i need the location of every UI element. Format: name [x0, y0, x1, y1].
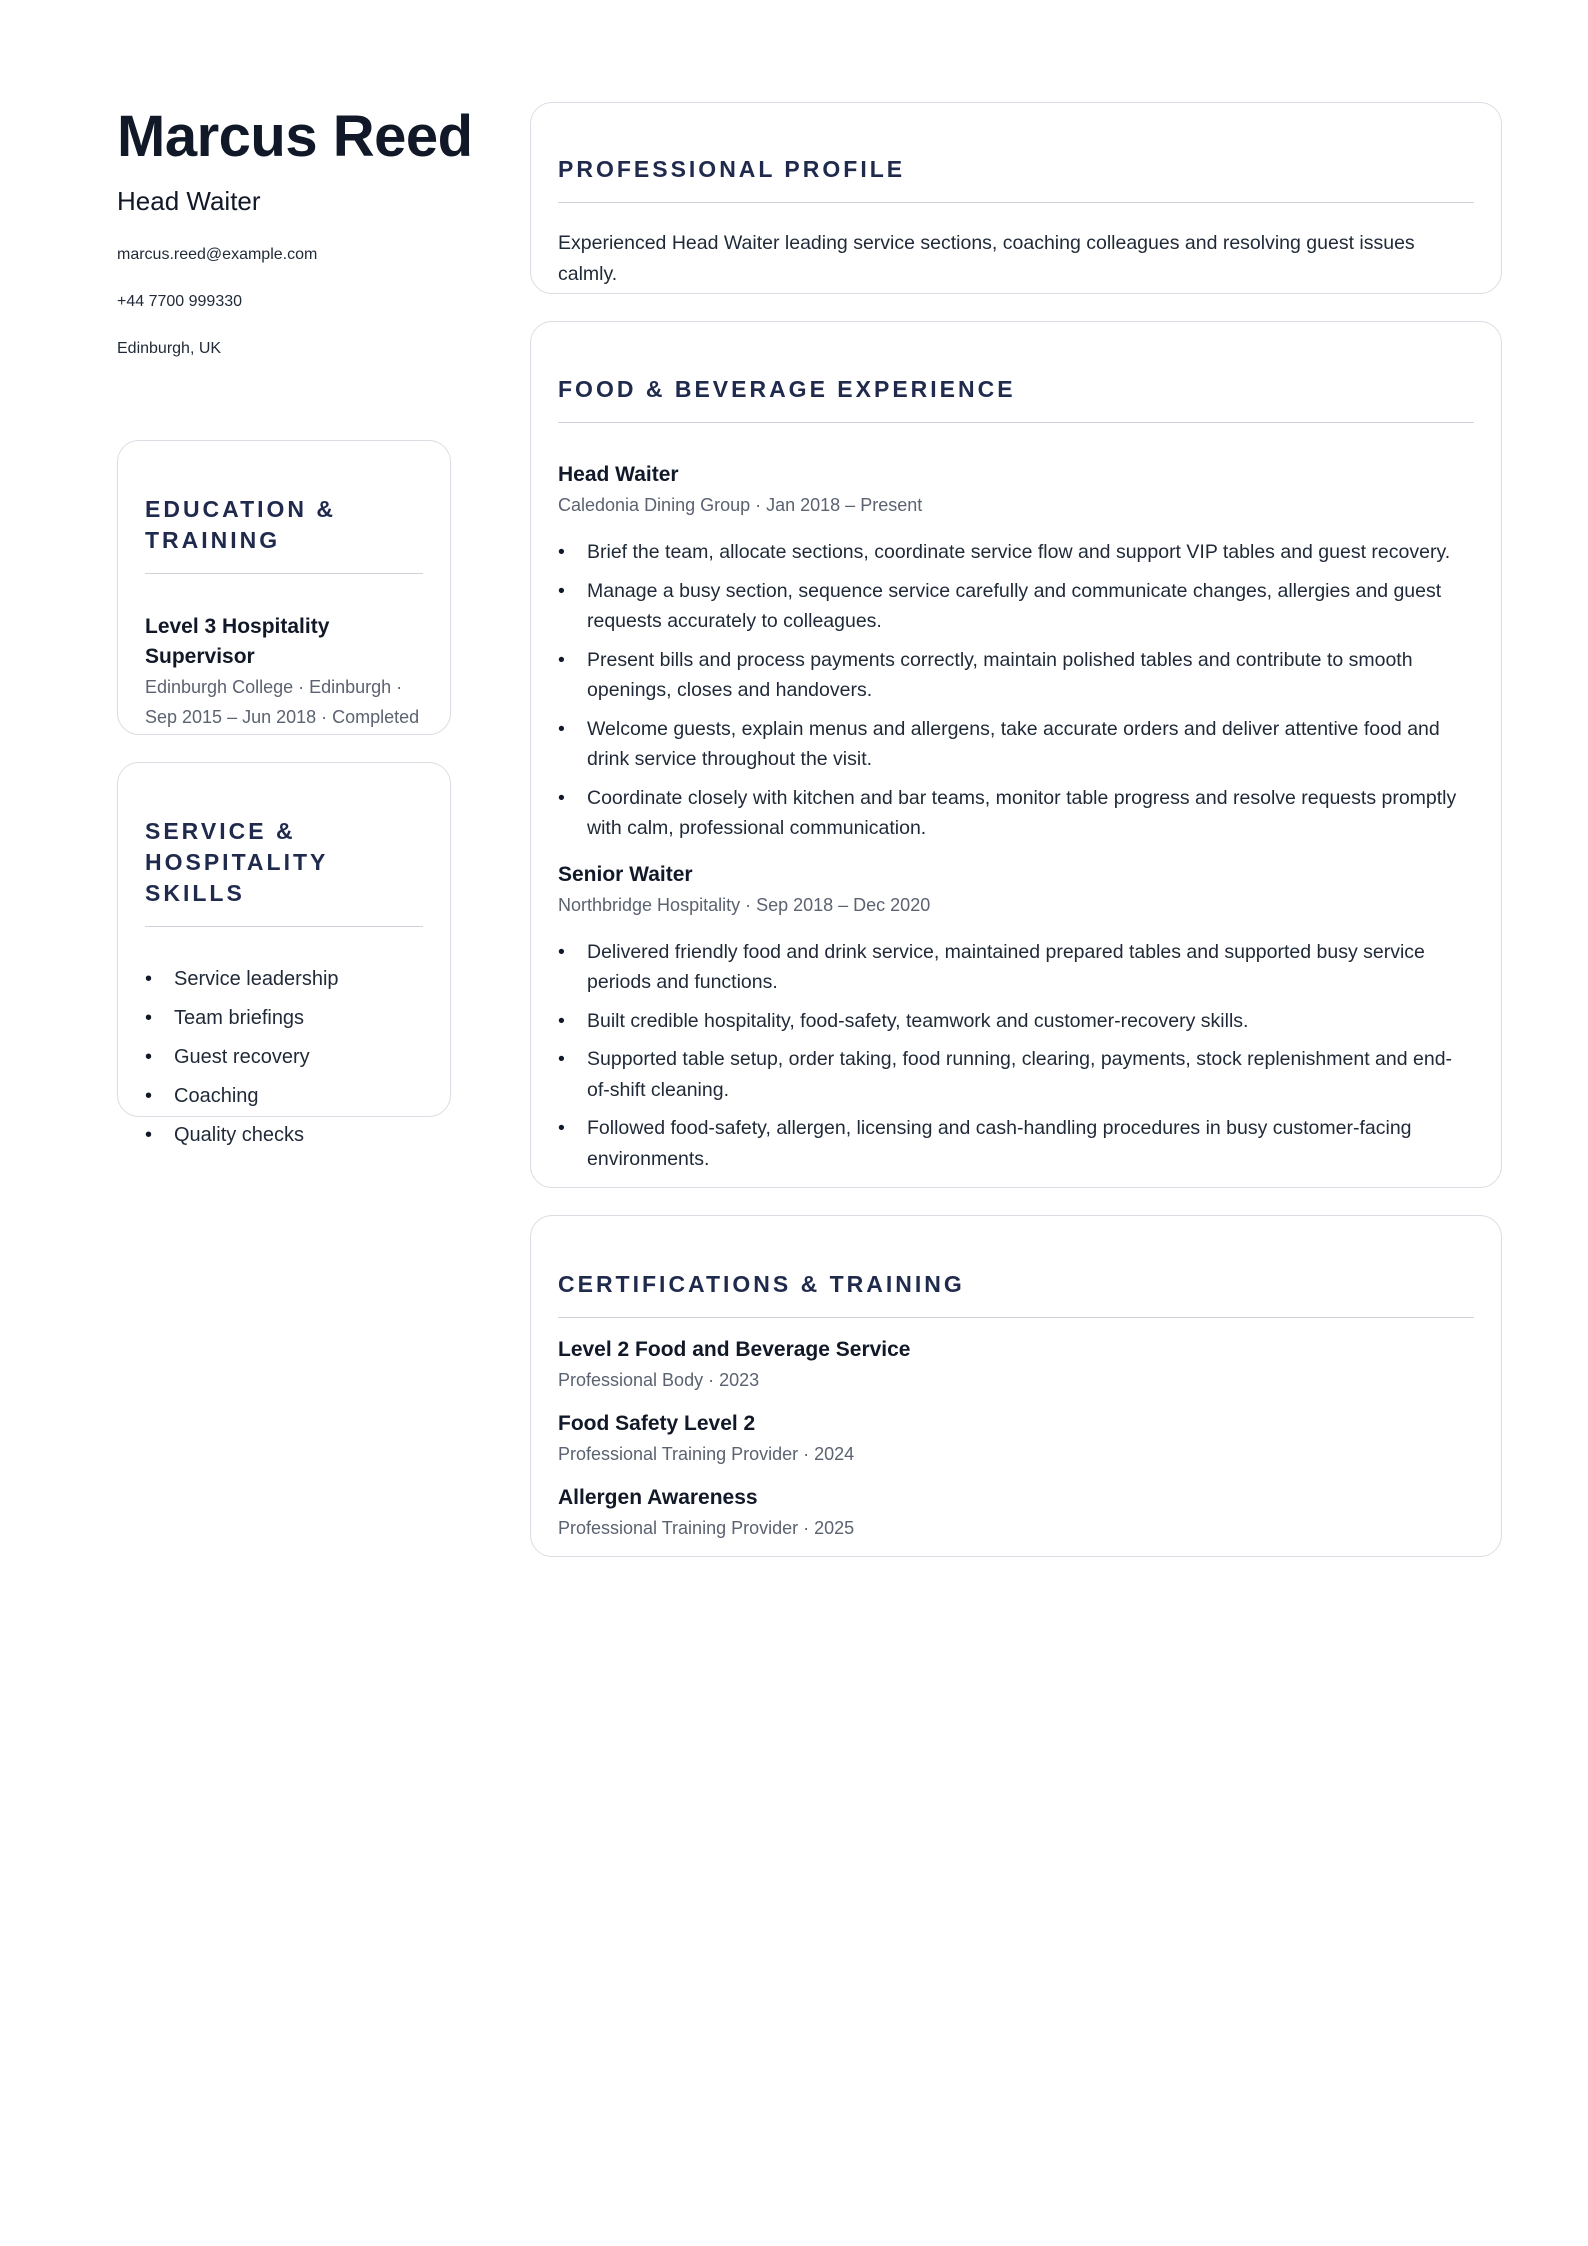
education-qualification: Level 3 Hospitality Supervisor [145, 615, 330, 668]
list-item: • Team briefings [145, 999, 423, 1038]
profile-text: Experienced Head Waiter leading service sections, coaching colleagues and resolving guest issues calmly. [558, 232, 1415, 285]
job-bullets [558, 937, 1474, 1175]
divider [558, 422, 1474, 423]
cert-meta: Professional Training Provider · 2024 [558, 1444, 855, 1464]
education-meta: Edinburgh College · Edinburgh · Sep 2015 – Jun 2018 · Completed [145, 677, 420, 727]
contact-location: Edinburgh, UK [117, 340, 222, 357]
cert-title: Food Safety Level 2 [558, 1412, 756, 1435]
education-heading: EDUCATION & TRAINING [145, 496, 337, 553]
experience-heading: FOOD & BEVERAGE EXPERIENCE [558, 376, 1016, 402]
cert-title: Allergen Awareness [558, 1486, 758, 1509]
list-item: • Welcome guests, explain menus and allergens, take accurate orders and deliver attentive food and drink service throughout the visit. [558, 714, 1474, 775]
profile-card [530, 102, 1502, 294]
cert-title: Level 2 Food and Beverage Service [558, 1338, 911, 1361]
job-meta: Caledonia Dining Group · Jan 2018 – Present [558, 495, 923, 515]
education-card [117, 440, 451, 735]
list-item: • Supported table setup, order taking, food running, clearing, payments, stock replenishment and end-of-shift cleaning. [558, 1044, 1474, 1105]
list-item: • Delivered friendly food and drink service, maintained prepared tables and supported busy service periods and functions. [558, 937, 1474, 998]
list-item: • Built credible hospitality, food-safety, teamwork and customer-recovery skills. [558, 1006, 1474, 1037]
list-item: • Coordinate closely with kitchen and bar teams, monitor table progress and resolve requests promptly with calm, professional communication. [558, 783, 1474, 844]
divider [145, 573, 423, 574]
list-item: • Present bills and process payments correctly, maintain polished tables and contribute to smooth openings, closes and handovers. [558, 645, 1474, 706]
contact-phone[interactable]: +44 7700 999330 [117, 293, 243, 310]
candidate-name: Marcus Reed [117, 104, 473, 169]
skills-card [117, 762, 451, 1146]
list-item: • Quality checks [145, 1116, 423, 1155]
experience-card [530, 321, 1502, 1188]
divider [145, 926, 423, 927]
list-item: • Guest recovery [145, 1038, 423, 1077]
list-item: • Followed food-safety, allergen, licensing and cash-handling procedures in busy customer-facing environments. [558, 1113, 1474, 1174]
list-item: • Brief the team, allocate sections, coordinate service flow and support VIP tables and guest recovery. [558, 537, 1474, 568]
profile-heading: PROFESSIONAL PROFILE [558, 156, 906, 182]
certifications-card [530, 1215, 1502, 1557]
skills-list [145, 960, 423, 1155]
job-meta: Northbridge Hospitality · Sep 2018 – Dec 2020 [558, 894, 931, 915]
divider [558, 202, 1474, 203]
divider [558, 1317, 1474, 1318]
certifications-heading: CERTIFICATIONS & TRAINING [558, 1271, 965, 1297]
skills-heading: SERVICE & HOSPITALITY SKILLS [145, 818, 328, 906]
candidate-role: Head Waiter [117, 186, 261, 216]
contact-email[interactable]: marcus.reed@example.com [117, 246, 318, 263]
job-title: Head Waiter [558, 463, 679, 486]
list-item: • Coaching [145, 1077, 423, 1116]
cert-meta: Professional Body · 2023 [558, 1370, 760, 1390]
job-bullets [558, 537, 1474, 844]
job-title: Senior Waiter [558, 862, 693, 886]
list-item: • Service leadership [145, 960, 423, 999]
cert-meta: Professional Training Provider · 2025 [558, 1518, 855, 1538]
list-item: • Manage a busy section, sequence service carefully and communicate changes, allergies and guest requests accurately to colleagues. [558, 576, 1474, 637]
